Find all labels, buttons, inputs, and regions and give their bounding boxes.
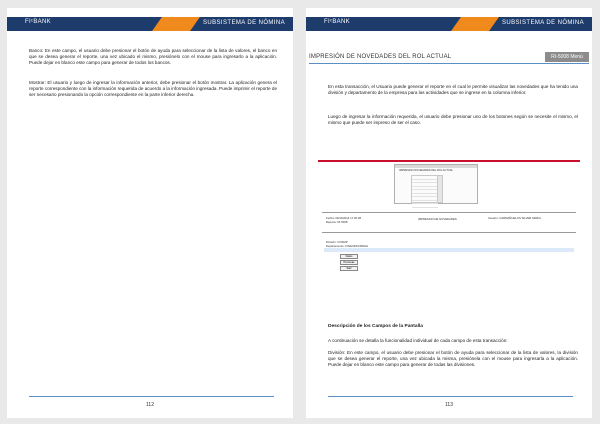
left-page: [7, 8, 293, 418]
report-screenshot: [318, 160, 580, 288]
paragraph-division: División: En este campo, el usuario debe presionar el botón de ayuda para seleccionar de la lista de valores, la división que se desea generar el reporte, una vez ubicada la misma, presiónela con el mouse para ingresarla a la aplicación. Puede dejar en blanco este campo para generar de todas las divisiones.: [328, 350, 578, 368]
paragraph-instructions: Luego de ingresar la información requerida, el usuario debe presionar uno de los botones según se necesite el mismo, el mismo que puede ser impreso de ser el caso.: [328, 114, 578, 126]
popup-scrollbar: [437, 175, 443, 203]
reporte-value: RI-5008: [337, 220, 348, 224]
fecha-value: 09/10/2014 17:30:38: [335, 216, 362, 220]
screenshot-buttons: [340, 254, 358, 272]
paragraph-mostrar: Mostrar: El usuario y luego de ingresar la información anterior, debe presionar el botón mostrar. La aplicación genera el reporte correspondiente con la información requerida de acuerdo a la información ingresada. Puede imprimir el reporte de ser necesario presionando la opción correspondiente en la parte inferior derecha.: [29, 80, 277, 98]
right-page: [306, 8, 592, 418]
screenshot-red-bar: [318, 160, 580, 162]
section-divider: [309, 63, 589, 64]
report-filters: [326, 240, 368, 248]
page-header-banner: [7, 17, 293, 31]
reporte-label: Reporte:: [326, 220, 337, 224]
brand-logo: FIᶜBANK: [324, 19, 350, 25]
departamento-value: FINANZAS/RRHH: [345, 244, 368, 248]
brand-logo: FIᶜBANK: [25, 19, 51, 25]
datos-button: Datos: [340, 254, 358, 259]
salir-button: Salir: [340, 266, 358, 271]
paragraph-banco: Banco: En este campo, el usuario debe presionar el botón de ayuda para seleccionar de la lista de valores, el banco en que se desea generar el reporte, una vez ubicado el mismo, presiónelo con el mouse para ingresarlo a la aplicación. Puede dejar en blanco este campo para generar de todos los bancos.: [29, 48, 277, 66]
report-rule-top: [322, 212, 576, 213]
footer-divider: [328, 396, 573, 397]
report-meta-right: [488, 216, 541, 220]
footer-divider: [29, 396, 274, 397]
subsystem-title: SUBSISTEMA DE NÓMINA: [202, 20, 285, 26]
report-rule-bottom: [322, 232, 576, 233]
page-header-banner: [306, 17, 592, 31]
usuario-value: CARMAÑUELOS SILVER MARIA: [499, 216, 541, 220]
division-value: COSMP: [337, 240, 348, 244]
screenshot-popup-window: [394, 164, 478, 204]
departamento-label: Departamento:: [326, 244, 345, 248]
personas-button: Personas: [340, 260, 358, 265]
report-heading: IMPRESION DE NOVEDADES: [418, 217, 457, 221]
popup-title: IMPRESION NOVEDADES DEL ROL ACTUAL: [399, 169, 454, 172]
page-number: 113: [445, 402, 453, 408]
division-label: División:: [326, 240, 337, 244]
subsystem-title: SUBSISTEMA DE NÓMINA: [501, 20, 584, 26]
page-number: 112: [146, 402, 154, 408]
fields-section-title: Descripción de los Campos de la Pantalla: [328, 324, 423, 329]
report-meta-left: [326, 216, 361, 224]
popup-value-list: [411, 175, 439, 203]
usuario-label: Usuario:: [488, 216, 499, 220]
paragraph-intro: En esta transacción, el Usuario puede generar el reporte en el cual le permite visualizar las novedades que ha tenido una división y departamento de la empresa para las actividades que se ingrese en la columna inferior.: [328, 84, 578, 96]
fields-intro: A continuación se detalla la funcionalidad individual de cada campo de esta transacción:: [328, 338, 508, 343]
popup-titlebar: [395, 165, 477, 168]
fecha-label: Fecha:: [326, 216, 335, 220]
highlight-row: [324, 248, 574, 252]
section-code-badge: RI-5008 Menú: [545, 52, 589, 62]
section-title: IMPRESIÓN DE NOVEDADES DEL ROL ACTUAL: [309, 54, 452, 60]
